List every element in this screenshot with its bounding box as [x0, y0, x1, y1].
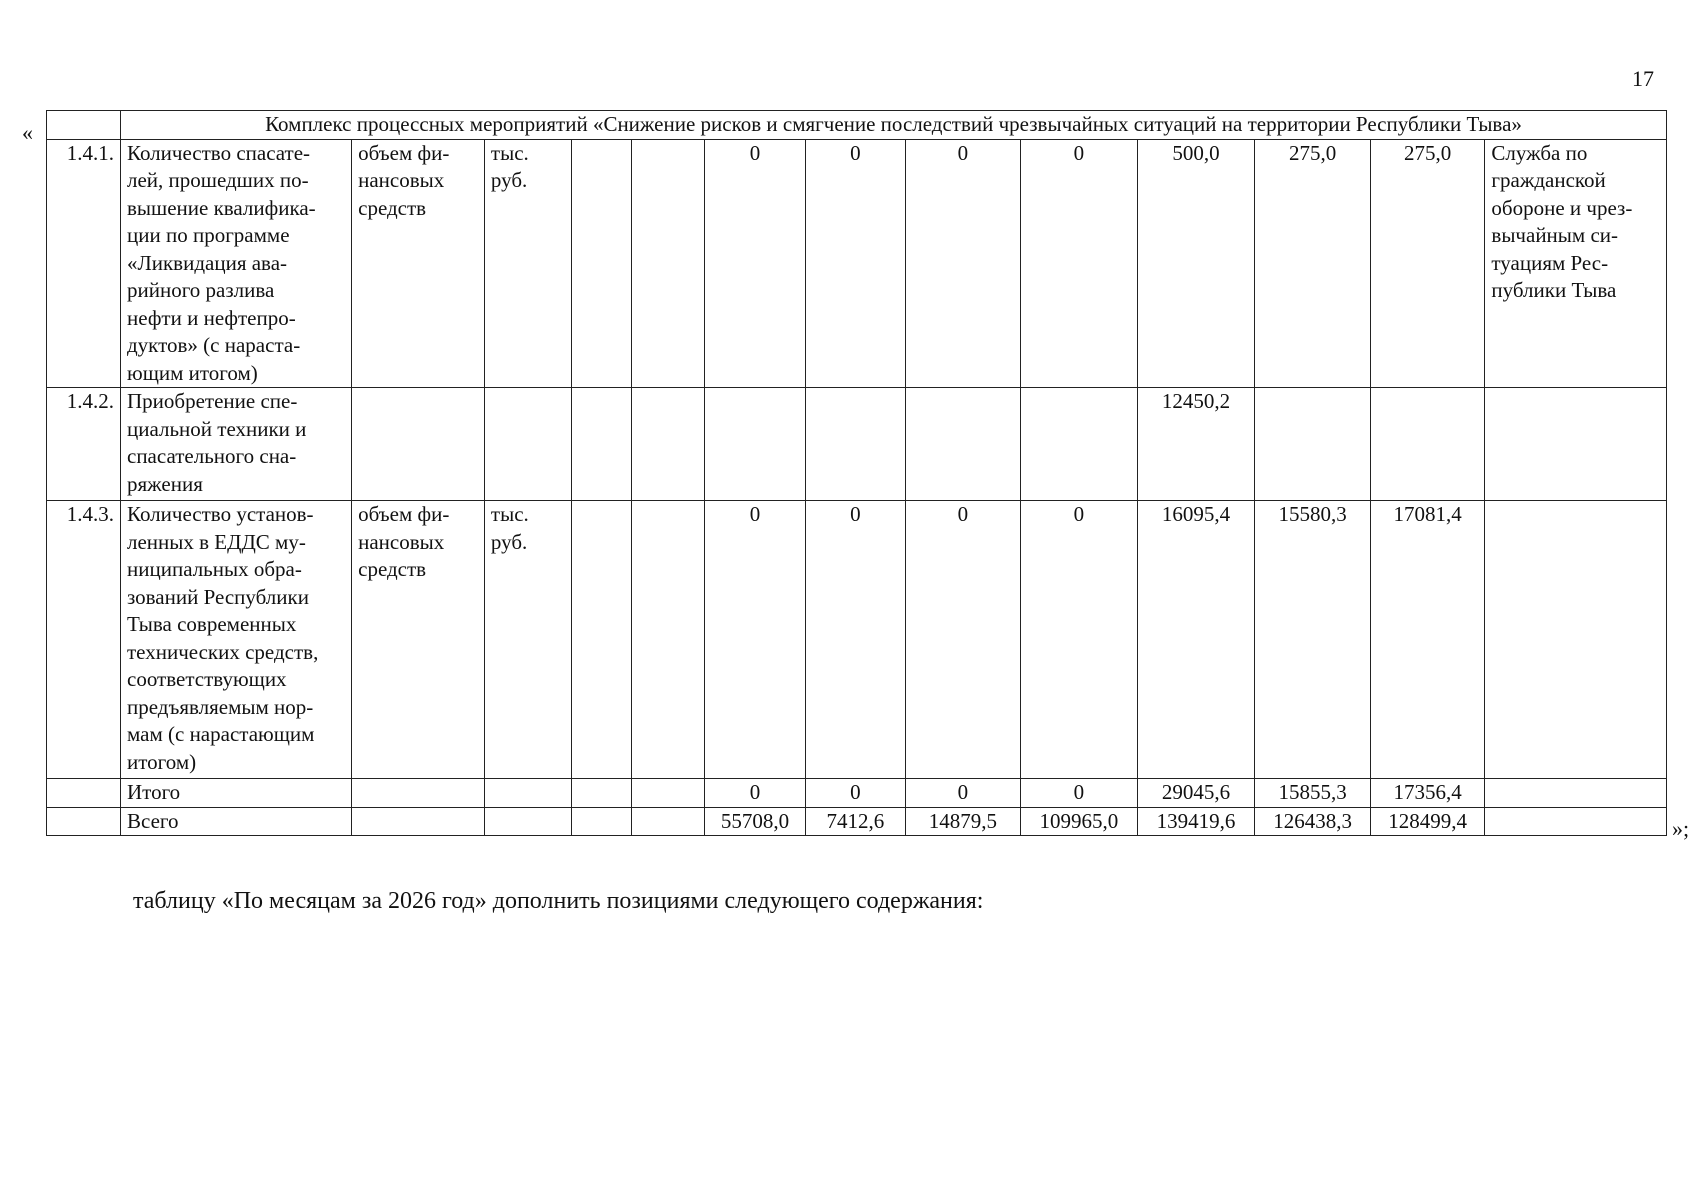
- row-name: Количество спасате- лей, прошедших по- вышение квалифика- ции по программе «Ликвидация ава- рийного разлива нефти и нефтепро- дуктов» (с нараста- ющим итогом): [121, 139, 352, 388]
- value-cell: [704, 388, 805, 501]
- row-unit: тыс. руб.: [484, 501, 571, 779]
- value-cell: 0: [1021, 139, 1138, 388]
- table-row: [47, 388, 1667, 501]
- open-quote: «: [22, 120, 33, 145]
- value-cell: 12450,2: [1137, 388, 1255, 501]
- value-cell: [905, 388, 1021, 501]
- row-responsible: [1485, 501, 1667, 779]
- value-cell: 0: [806, 501, 905, 779]
- value-cell: 500,0: [1137, 139, 1255, 388]
- row-responsible: [1485, 388, 1667, 501]
- vsego-value: 109965,0: [1021, 807, 1138, 836]
- amendment-table: [46, 110, 1667, 836]
- value-cell: 0: [704, 139, 805, 388]
- value-cell: [1021, 388, 1138, 501]
- bottom-paragraph: таблицу «По месяцам за 2026 год» дополнить позициями следующего содержания:: [133, 888, 984, 914]
- row-name: Приобретение спе- циальной техники и спасательного сна- ряжения: [121, 388, 352, 501]
- itogo-label: Итого: [121, 779, 352, 808]
- row-indicator: объем фи- нансовых средств: [352, 501, 485, 779]
- value-cell: 0: [905, 139, 1021, 388]
- table-row: [47, 139, 1667, 388]
- row-responsible: Служба по гражданской обороне и чрез- вычайным си- туациям Рес- публики Тыва: [1485, 139, 1667, 388]
- row-code: 1.4.3.: [47, 501, 121, 779]
- row-unit: тыс. руб.: [484, 139, 571, 388]
- value-cell: 17081,4: [1370, 501, 1485, 779]
- row-indicator: объем фи- нансовых средств: [352, 139, 485, 388]
- vsego-value: 126438,3: [1255, 807, 1371, 836]
- value-cell: 15580,3: [1255, 501, 1371, 779]
- section-title: Комплекс процессных мероприятий «Снижение рисков и смягчение последствий чрезвычайных ситуаций на территории Республики Тыва»: [121, 111, 1667, 140]
- itogo-value: 0: [905, 779, 1021, 808]
- itogo-row: [47, 779, 1667, 808]
- row-code: 1.4.2.: [47, 388, 121, 501]
- table-row: [47, 501, 1667, 779]
- vsego-value: 14879,5: [905, 807, 1021, 836]
- value-cell: [1370, 388, 1485, 501]
- value-cell: 275,0: [1255, 139, 1371, 388]
- value-cell: 275,0: [1370, 139, 1485, 388]
- row-name: Количество установ- ленных в ЕДДС му- ниципальных обра- зований Республики Тыва современных технических средств, соответствующих предъявляемым нор- мам (с нарастающим итогом): [121, 501, 352, 779]
- value-cell: 16095,4: [1137, 501, 1255, 779]
- itogo-value: 0: [704, 779, 805, 808]
- value-cell: 0: [704, 501, 805, 779]
- close-quote: »;: [1672, 816, 1690, 841]
- vsego-value: 128499,4: [1370, 807, 1485, 836]
- value-cell: 0: [806, 139, 905, 388]
- itogo-value: 0: [1021, 779, 1138, 808]
- page-number: 17: [1632, 66, 1654, 91]
- itogo-value: 0: [806, 779, 905, 808]
- vsego-value: 55708,0: [704, 807, 805, 836]
- value-cell: 0: [905, 501, 1021, 779]
- itogo-value: 15855,3: [1255, 779, 1371, 808]
- value-cell: 0: [1021, 501, 1138, 779]
- vsego-row: [47, 807, 1667, 836]
- row-unit: [484, 388, 571, 501]
- itogo-value: 29045,6: [1137, 779, 1255, 808]
- itogo-value: 17356,4: [1370, 779, 1485, 808]
- vsego-value: 7412,6: [806, 807, 905, 836]
- value-cell: [806, 388, 905, 501]
- value-cell: [1255, 388, 1371, 501]
- vsego-label: Всего: [121, 807, 352, 836]
- vsego-value: 139419,6: [1137, 807, 1255, 836]
- row-code: 1.4.1.: [47, 139, 121, 388]
- section-row: [47, 111, 1667, 140]
- row-indicator: [352, 388, 485, 501]
